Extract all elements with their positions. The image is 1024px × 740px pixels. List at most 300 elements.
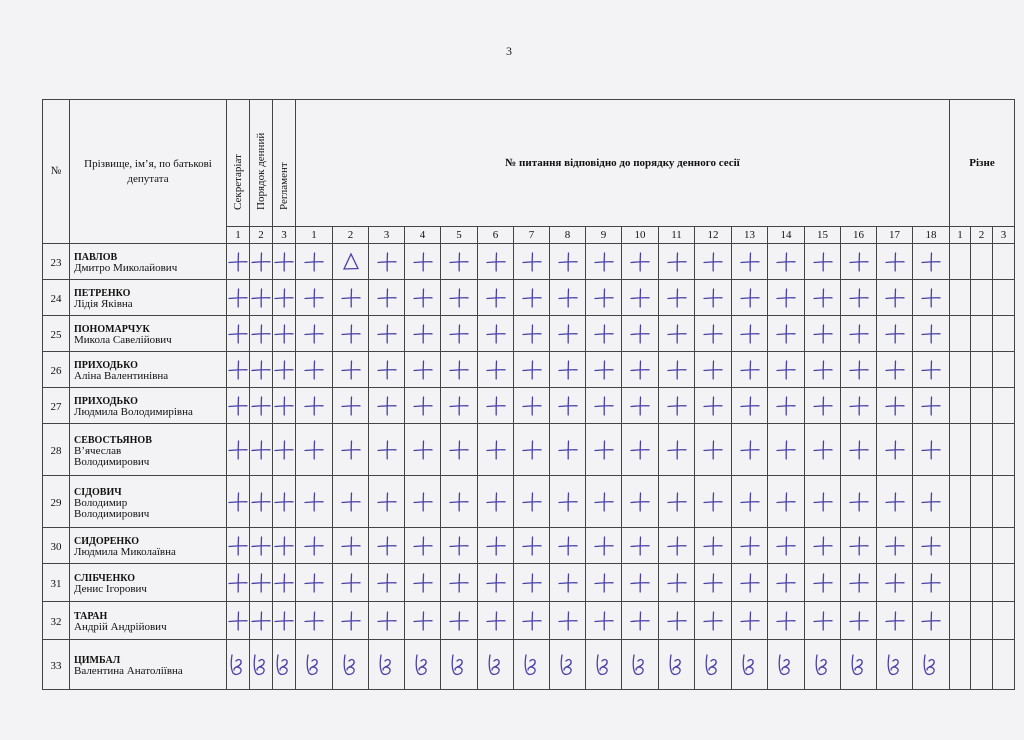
vote-for-mark bbox=[333, 424, 369, 476]
vote-for-mark bbox=[732, 280, 768, 316]
absent-mark bbox=[296, 640, 333, 690]
vote-for-mark bbox=[514, 528, 550, 564]
vote-for-mark bbox=[405, 602, 441, 640]
vote-for-mark bbox=[622, 564, 659, 602]
vote-for-mark bbox=[695, 316, 732, 352]
vote-for-mark bbox=[514, 424, 550, 476]
misc-header: Різне bbox=[950, 100, 1015, 227]
vote-for-mark bbox=[550, 388, 586, 424]
vote-for-mark bbox=[695, 602, 732, 640]
vote-for-mark bbox=[514, 476, 550, 528]
vote-for-mark bbox=[732, 564, 768, 602]
vote-for-mark bbox=[478, 528, 514, 564]
absent-mark bbox=[586, 640, 622, 690]
misc-col-number: 2 bbox=[971, 227, 993, 244]
vote-for-mark bbox=[478, 316, 514, 352]
absent-mark bbox=[805, 640, 841, 690]
vote-for-mark bbox=[805, 424, 841, 476]
vote-for-mark bbox=[296, 602, 333, 640]
vote-for-mark bbox=[550, 280, 586, 316]
vote-for-mark bbox=[333, 280, 369, 316]
deputy-row bbox=[43, 388, 1015, 424]
vote-for-mark bbox=[250, 352, 273, 388]
vote-for-mark bbox=[550, 316, 586, 352]
question-col-number: 18 bbox=[913, 227, 950, 244]
question-col-number: 4 bbox=[405, 227, 441, 244]
vote-for-mark bbox=[478, 244, 514, 280]
misc-cell bbox=[950, 424, 971, 476]
vote-for-mark bbox=[441, 388, 478, 424]
vote-for-mark bbox=[273, 280, 296, 316]
vote-for-mark bbox=[441, 564, 478, 602]
page-number: 3 bbox=[506, 44, 512, 58]
deputy-number: 27 bbox=[43, 388, 70, 424]
voting-table bbox=[42, 99, 1015, 690]
misc-cell bbox=[993, 280, 1015, 316]
vote-for-mark bbox=[622, 528, 659, 564]
vote-for-mark bbox=[550, 424, 586, 476]
abstain-mark bbox=[333, 244, 369, 280]
vote-for-mark bbox=[732, 388, 768, 424]
misc-cell bbox=[950, 388, 971, 424]
question-col-number: 12 bbox=[695, 227, 732, 244]
vote-for-mark bbox=[659, 476, 695, 528]
deputy-number: 25 bbox=[43, 316, 70, 352]
vote-for-mark bbox=[768, 352, 805, 388]
vote-for-mark bbox=[550, 602, 586, 640]
misc-cell bbox=[993, 602, 1015, 640]
vote-for-mark bbox=[369, 564, 405, 602]
question-col-number: 14 bbox=[768, 227, 805, 244]
misc-cell bbox=[993, 316, 1015, 352]
vote-for-mark bbox=[768, 602, 805, 640]
misc-cell bbox=[993, 424, 1015, 476]
misc-cell bbox=[993, 476, 1015, 528]
vote-for-mark bbox=[514, 316, 550, 352]
deputy-number: 31 bbox=[43, 564, 70, 602]
vote-for-mark bbox=[227, 316, 250, 352]
vote-for-mark bbox=[805, 352, 841, 388]
vote-for-mark bbox=[273, 602, 296, 640]
misc-cell bbox=[971, 424, 993, 476]
vote-for-mark bbox=[622, 476, 659, 528]
vote-for-mark bbox=[296, 244, 333, 280]
deputy-surname: ПРИХОДЬКО bbox=[74, 396, 138, 407]
vote-for-mark bbox=[659, 280, 695, 316]
vote-for-mark bbox=[333, 476, 369, 528]
vote-for-mark bbox=[695, 564, 732, 602]
vote-for-mark bbox=[478, 564, 514, 602]
deputy-given-names: Лідія Яківна bbox=[74, 298, 133, 310]
vote-for-mark bbox=[478, 476, 514, 528]
misc-cell bbox=[993, 528, 1015, 564]
question-col-number: 17 bbox=[877, 227, 913, 244]
vote-for-mark bbox=[296, 528, 333, 564]
deputy-given-names: Людмила Володимирівна bbox=[74, 406, 193, 418]
vote-for-mark bbox=[441, 244, 478, 280]
vote-for-mark bbox=[877, 352, 913, 388]
vote-for-mark bbox=[405, 388, 441, 424]
absent-mark bbox=[877, 640, 913, 690]
deputy-given-names: Аліна Валентинівна bbox=[74, 370, 169, 382]
vote-for-mark bbox=[478, 388, 514, 424]
misc-cell bbox=[971, 280, 993, 316]
vote-for-mark bbox=[841, 316, 877, 352]
vote-for-mark bbox=[296, 316, 333, 352]
vote-for-mark bbox=[227, 602, 250, 640]
vote-for-mark bbox=[768, 388, 805, 424]
vote-for-mark bbox=[622, 316, 659, 352]
vote-for-mark bbox=[550, 564, 586, 602]
vote-for-mark bbox=[695, 528, 732, 564]
vote-for-mark bbox=[586, 528, 622, 564]
deputy-row bbox=[43, 476, 1015, 528]
deputy-row bbox=[43, 352, 1015, 388]
misc-col-number: 3 bbox=[993, 227, 1015, 244]
vote-for-mark bbox=[659, 564, 695, 602]
regulations-header: Регламент bbox=[273, 100, 296, 227]
vote-for-mark bbox=[405, 280, 441, 316]
deputy-number: 26 bbox=[43, 352, 70, 388]
vote-for-mark bbox=[659, 244, 695, 280]
vote-for-mark bbox=[805, 476, 841, 528]
vote-for-mark bbox=[586, 476, 622, 528]
deputy-surname: ТАРАН bbox=[74, 611, 108, 622]
deputy-number: 28 bbox=[43, 424, 70, 476]
deputy-surname: СЕВОСТЬЯНОВ bbox=[74, 434, 152, 446]
misc-cell bbox=[950, 244, 971, 280]
num-header: № bbox=[43, 100, 70, 244]
deputy-given-names: Володимирович bbox=[74, 507, 150, 520]
vote-for-mark bbox=[877, 424, 913, 476]
absent-mark bbox=[659, 640, 695, 690]
vote-for-mark bbox=[441, 424, 478, 476]
secretariat-header: Секретаріат bbox=[227, 100, 250, 227]
vote-for-mark bbox=[695, 424, 732, 476]
misc-cell bbox=[993, 352, 1015, 388]
vote-for-mark bbox=[877, 388, 913, 424]
vote-for-mark bbox=[841, 244, 877, 280]
name-header: Прізвище, ім’я, по батькові депутата bbox=[70, 100, 227, 244]
vote-for-mark bbox=[841, 388, 877, 424]
vote-for-mark bbox=[805, 528, 841, 564]
vote-for-mark bbox=[550, 528, 586, 564]
vote-for-mark bbox=[296, 280, 333, 316]
absent-mark bbox=[695, 640, 732, 690]
vote-for-mark bbox=[296, 388, 333, 424]
deputy-row bbox=[43, 564, 1015, 602]
vote-for-mark bbox=[805, 244, 841, 280]
vote-for-mark bbox=[514, 388, 550, 424]
vote-for-mark bbox=[273, 528, 296, 564]
deputy-name bbox=[70, 424, 227, 476]
question-col-number: 3 bbox=[369, 227, 405, 244]
vote-for-mark bbox=[732, 476, 768, 528]
vote-for-mark bbox=[913, 564, 950, 602]
vote-for-mark bbox=[841, 352, 877, 388]
vote-for-mark bbox=[227, 244, 250, 280]
vote-for-mark bbox=[768, 476, 805, 528]
vote-for-mark bbox=[877, 528, 913, 564]
misc-cell bbox=[993, 564, 1015, 602]
vote-for-mark bbox=[586, 424, 622, 476]
deputy-given-names: Дмитро Миколайович bbox=[74, 262, 178, 274]
vote-for-mark bbox=[441, 352, 478, 388]
vote-for-mark bbox=[877, 564, 913, 602]
vote-for-mark bbox=[877, 602, 913, 640]
deputy-number: 33 bbox=[43, 640, 70, 690]
misc-cell bbox=[993, 388, 1015, 424]
misc-cell bbox=[971, 476, 993, 528]
vote-for-mark bbox=[586, 602, 622, 640]
vote-for-mark bbox=[913, 528, 950, 564]
vote-for-mark bbox=[768, 424, 805, 476]
vote-for-mark bbox=[333, 564, 369, 602]
vote-for-mark bbox=[695, 476, 732, 528]
absent-mark bbox=[369, 640, 405, 690]
deputy-name bbox=[70, 564, 227, 602]
absent-mark bbox=[550, 640, 586, 690]
vote-for-mark bbox=[732, 528, 768, 564]
misc-cell bbox=[993, 640, 1015, 690]
vote-for-mark bbox=[369, 280, 405, 316]
vote-for-mark bbox=[405, 352, 441, 388]
vote-for-mark bbox=[405, 528, 441, 564]
misc-cell bbox=[971, 388, 993, 424]
vote-for-mark bbox=[659, 388, 695, 424]
vote-for-mark bbox=[550, 352, 586, 388]
vote-for-mark bbox=[441, 280, 478, 316]
vote-for-mark bbox=[227, 388, 250, 424]
vote-for-mark bbox=[877, 280, 913, 316]
vote-for-mark bbox=[695, 280, 732, 316]
misc-cell bbox=[971, 316, 993, 352]
question-col-number: 7 bbox=[514, 227, 550, 244]
vote-for-mark bbox=[805, 564, 841, 602]
vote-for-mark bbox=[478, 424, 514, 476]
misc-cell bbox=[993, 244, 1015, 280]
vote-for-mark bbox=[250, 424, 273, 476]
vote-for-mark bbox=[250, 476, 273, 528]
vote-for-mark bbox=[732, 316, 768, 352]
deputy-surname: ПЕТРЕНКО bbox=[74, 288, 131, 299]
vote-for-mark bbox=[273, 244, 296, 280]
procedural-col-number: 3 bbox=[273, 227, 296, 244]
vote-for-mark bbox=[768, 244, 805, 280]
vote-for-mark bbox=[913, 388, 950, 424]
vote-for-mark bbox=[478, 352, 514, 388]
vote-for-mark bbox=[478, 280, 514, 316]
misc-col-number: 1 bbox=[950, 227, 971, 244]
vote-for-mark bbox=[841, 528, 877, 564]
vote-for-mark bbox=[369, 424, 405, 476]
vote-for-mark bbox=[913, 316, 950, 352]
vote-for-mark bbox=[227, 352, 250, 388]
deputy-surname: ЦИМБАЛ bbox=[74, 655, 121, 666]
vote-for-mark bbox=[514, 602, 550, 640]
vote-for-mark bbox=[273, 476, 296, 528]
deputy-row bbox=[43, 602, 1015, 640]
vote-for-mark bbox=[768, 316, 805, 352]
vote-for-mark bbox=[227, 476, 250, 528]
vote-for-mark bbox=[405, 244, 441, 280]
deputy-number: 32 bbox=[43, 602, 70, 640]
vote-for-mark bbox=[441, 602, 478, 640]
vote-for-mark bbox=[405, 476, 441, 528]
deputy-number: 23 bbox=[43, 244, 70, 280]
deputy-surname: ПАВЛОВ bbox=[74, 252, 118, 263]
vote-for-mark bbox=[622, 424, 659, 476]
question-col-number: 5 bbox=[441, 227, 478, 244]
vote-for-mark bbox=[659, 352, 695, 388]
question-col-number: 10 bbox=[622, 227, 659, 244]
deputy-given-names: Володимирович bbox=[74, 455, 150, 468]
vote-for-mark bbox=[227, 280, 250, 316]
misc-cell bbox=[950, 352, 971, 388]
vote-for-mark bbox=[250, 564, 273, 602]
deputy-name bbox=[70, 352, 227, 388]
question-col-number: 11 bbox=[659, 227, 695, 244]
misc-cell bbox=[950, 602, 971, 640]
deputy-surname: СИДОРЕНКО bbox=[74, 536, 139, 547]
deputy-number: 30 bbox=[43, 528, 70, 564]
vote-for-mark bbox=[732, 244, 768, 280]
vote-for-mark bbox=[369, 316, 405, 352]
vote-for-mark bbox=[586, 244, 622, 280]
deputy-row bbox=[43, 316, 1015, 352]
vote-for-mark bbox=[296, 352, 333, 388]
vote-for-mark bbox=[877, 244, 913, 280]
deputy-given-names: Андрій Андрійович bbox=[74, 621, 167, 633]
vote-for-mark bbox=[250, 280, 273, 316]
vote-for-mark bbox=[405, 424, 441, 476]
vote-for-mark bbox=[622, 352, 659, 388]
vote-for-mark bbox=[296, 564, 333, 602]
vote-for-mark bbox=[296, 424, 333, 476]
misc-cell bbox=[950, 476, 971, 528]
question-col-number: 8 bbox=[550, 227, 586, 244]
deputy-name bbox=[70, 528, 227, 564]
vote-for-mark bbox=[441, 476, 478, 528]
deputy-row bbox=[43, 280, 1015, 316]
vote-for-mark bbox=[250, 388, 273, 424]
absent-mark bbox=[622, 640, 659, 690]
vote-for-mark bbox=[659, 316, 695, 352]
vote-for-mark bbox=[227, 564, 250, 602]
deputy-name bbox=[70, 316, 227, 352]
deputy-number: 29 bbox=[43, 476, 70, 528]
deputy-name bbox=[70, 476, 227, 528]
vote-for-mark bbox=[768, 528, 805, 564]
vote-for-mark bbox=[622, 280, 659, 316]
vote-for-mark bbox=[273, 424, 296, 476]
misc-cell bbox=[971, 244, 993, 280]
vote-for-mark bbox=[841, 424, 877, 476]
vote-for-mark bbox=[695, 388, 732, 424]
procedural-col-number: 1 bbox=[227, 227, 250, 244]
absent-mark bbox=[913, 640, 950, 690]
vote-for-mark bbox=[250, 528, 273, 564]
vote-for-mark bbox=[227, 424, 250, 476]
vote-for-mark bbox=[250, 244, 273, 280]
vote-for-mark bbox=[586, 352, 622, 388]
vote-for-mark bbox=[227, 528, 250, 564]
vote-for-mark bbox=[622, 388, 659, 424]
vote-for-mark bbox=[913, 280, 950, 316]
absent-mark bbox=[333, 640, 369, 690]
vote-for-mark bbox=[550, 244, 586, 280]
vote-for-mark bbox=[369, 528, 405, 564]
vote-for-mark bbox=[841, 564, 877, 602]
vote-for-mark bbox=[333, 602, 369, 640]
vote-for-mark bbox=[405, 564, 441, 602]
vote-for-mark bbox=[405, 316, 441, 352]
vote-for-mark bbox=[586, 564, 622, 602]
vote-for-mark bbox=[732, 602, 768, 640]
agenda-questions-header: № питання відповідно до порядку денного сесії bbox=[296, 100, 950, 227]
vote-for-mark bbox=[333, 528, 369, 564]
vote-for-mark bbox=[732, 424, 768, 476]
misc-cell bbox=[971, 352, 993, 388]
absent-mark bbox=[227, 640, 250, 690]
vote-for-mark bbox=[478, 602, 514, 640]
misc-cell bbox=[950, 316, 971, 352]
vote-for-mark bbox=[659, 602, 695, 640]
misc-cell bbox=[971, 640, 993, 690]
vote-for-mark bbox=[514, 280, 550, 316]
vote-for-mark bbox=[333, 352, 369, 388]
vote-for-mark bbox=[333, 316, 369, 352]
vote-for-mark bbox=[768, 280, 805, 316]
vote-for-mark bbox=[441, 316, 478, 352]
deputy-given-names: В’ячеслав bbox=[74, 444, 122, 457]
misc-cell bbox=[950, 564, 971, 602]
vote-for-mark bbox=[369, 602, 405, 640]
vote-for-mark bbox=[805, 388, 841, 424]
question-col-number: 1 bbox=[296, 227, 333, 244]
vote-for-mark bbox=[550, 476, 586, 528]
vote-for-mark bbox=[273, 352, 296, 388]
vote-for-mark bbox=[296, 476, 333, 528]
vote-for-mark bbox=[841, 602, 877, 640]
deputy-surname: ПОНОМАРЧУК bbox=[74, 324, 150, 335]
deputy-name bbox=[70, 244, 227, 280]
vote-for-mark bbox=[841, 476, 877, 528]
vote-for-mark bbox=[369, 476, 405, 528]
absent-mark bbox=[441, 640, 478, 690]
deputy-name bbox=[70, 280, 227, 316]
deputy-surname: ПРИХОДЬКО bbox=[74, 360, 138, 371]
vote-for-mark bbox=[273, 388, 296, 424]
vote-for-mark bbox=[805, 602, 841, 640]
deputy-given-names: Людмила Миколаївна bbox=[74, 546, 176, 558]
question-col-number: 9 bbox=[586, 227, 622, 244]
misc-cell bbox=[971, 602, 993, 640]
deputy-surname: СІДОВИЧ bbox=[74, 486, 122, 498]
deputy-given-names: Володимир bbox=[74, 496, 128, 509]
deputy-given-names: Денис Ігорович bbox=[74, 583, 147, 595]
vote-for-mark bbox=[333, 388, 369, 424]
misc-cell bbox=[950, 640, 971, 690]
agenda-header: Порядок денний bbox=[250, 100, 273, 227]
misc-cell bbox=[950, 528, 971, 564]
vote-for-mark bbox=[805, 316, 841, 352]
question-col-number: 15 bbox=[805, 227, 841, 244]
vote-for-mark bbox=[841, 280, 877, 316]
absent-mark bbox=[250, 640, 273, 690]
absent-mark bbox=[273, 640, 296, 690]
vote-for-mark bbox=[273, 564, 296, 602]
